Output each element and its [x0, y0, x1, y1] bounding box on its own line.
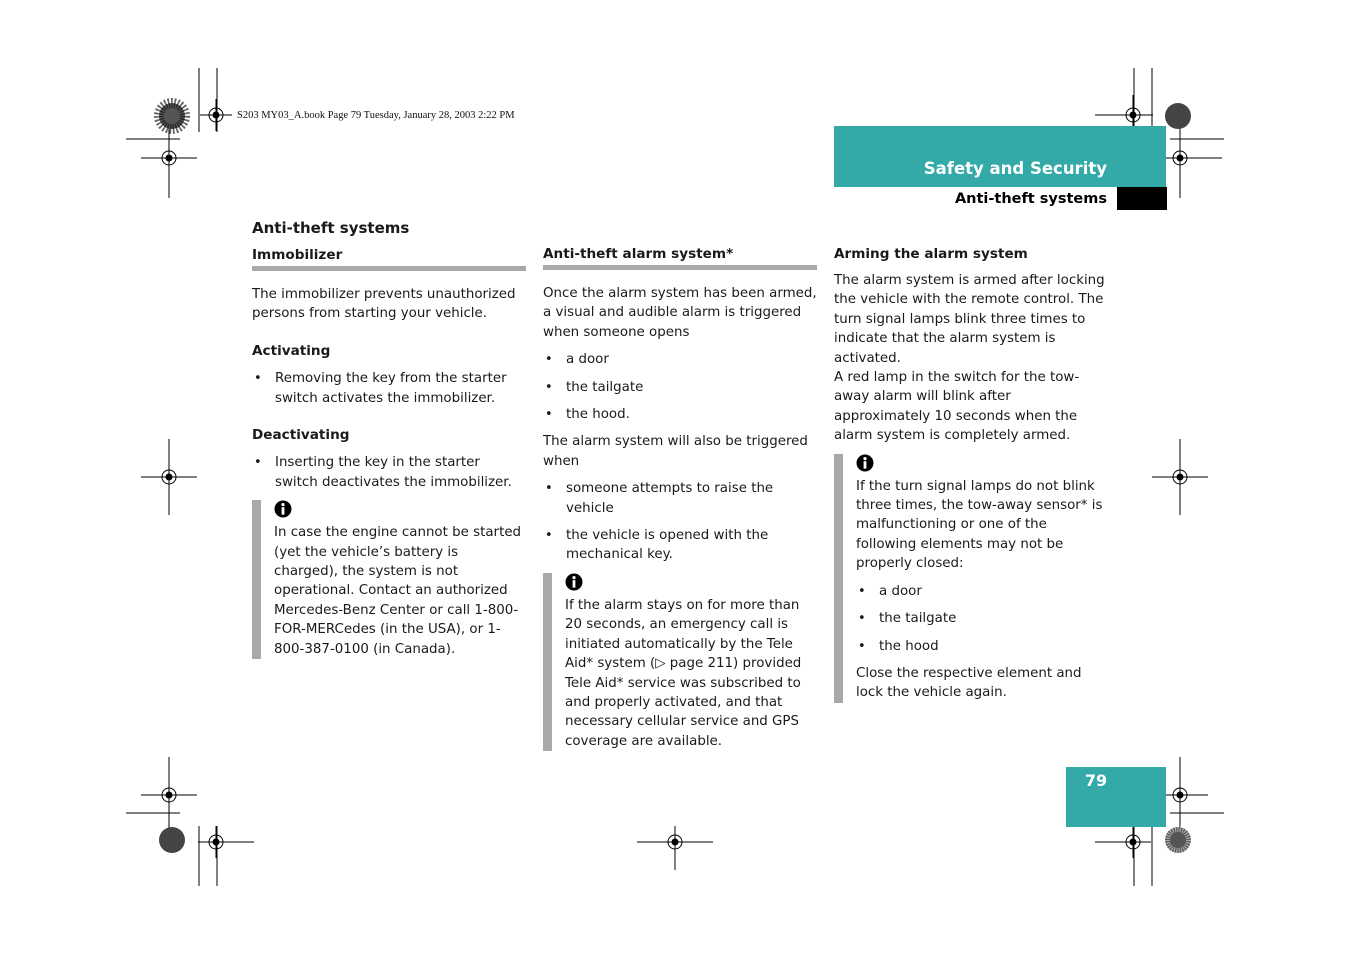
print-file-info: S203 MY03_A.book Page 79 Tuesday, January 28, 2003 2:22 PM [237, 110, 515, 121]
info-note [252, 500, 526, 659]
list-item: • the hood. [543, 405, 817, 424]
list-item: • the tailgate [856, 609, 1108, 628]
note-list [856, 582, 1108, 656]
info-note [834, 454, 1108, 703]
deactivating-list [252, 453, 526, 492]
info-icon [565, 573, 583, 591]
note-text: In case the engine cannot be started (yet the vehicle’s battery is charged), the system is not operational. Contact an authorized Mercedes-Benz Center or call 1-800-FOR-MERCedes (in the USA), or 1-800-387-0100 (in Canada). [274, 525, 522, 657]
column-arming [834, 244, 1108, 703]
alarm-also-text: The alarm system will also be triggered when [543, 434, 808, 469]
arming-body-2: A red lamp in the switch for the tow-away alarm will blink after approximately 10 seconds when the alarm system is completely armed. [834, 370, 1080, 444]
column-immobilizer [252, 218, 526, 659]
immobilizer-title: Immobilizer [252, 247, 343, 263]
alarm-title: Anti-theft alarm system* [543, 246, 734, 262]
activating-title: Activating [252, 342, 331, 359]
alarm-also-list [543, 479, 817, 565]
heading-rule [543, 265, 817, 270]
note-text: If the turn signal lamps do not blink three times, the tow-away sensor* is malfunctioning or one of the following elements may not be properly closed: [856, 478, 1103, 572]
note-bar [834, 454, 843, 703]
column-alarm-system [543, 244, 817, 751]
note-bar [543, 573, 552, 751]
list-item: • Inserting the key in the starter switch deactivates the immobilizer. [252, 453, 526, 492]
list-item: • the tailgate [543, 378, 817, 397]
section-title: Safety and Security [923, 159, 1107, 178]
page-heading: Anti-theft systems [252, 219, 410, 237]
activating-list [252, 369, 526, 408]
list-item: • Removing the key from the starter switch activates the immobilizer. [252, 369, 526, 408]
list-item: • someone attempts to raise the vehicle [543, 479, 817, 518]
note-bar [252, 500, 261, 659]
alarm-trigger-list [543, 350, 817, 424]
info-icon [274, 500, 292, 518]
page-number: 79 [1084, 771, 1108, 790]
deactivating-title: Deactivating [252, 427, 350, 444]
arming-title: Arming the alarm system [834, 246, 1028, 262]
arming-body: The alarm system is armed after locking the vehicle with the remote control. The turn signal lamps blink three times to indicate that the alarm system is activated. [834, 273, 1105, 366]
list-item: • the vehicle is opened with the mechanical key. [543, 526, 817, 565]
immobilizer-intro: The immobilizer prevents unauthorized persons from starting your vehicle. [252, 287, 516, 322]
info-icon [856, 454, 874, 472]
black-tab-marker [1117, 187, 1167, 210]
subsection-title: Anti-theft systems [954, 191, 1107, 207]
note-end-text: Close the respective element and lock the vehicle again. [856, 665, 1082, 701]
note-text: If the alarm stays on for more than 20 seconds, an emergency call is initiated automatically by the Tele Aid* system (▷ page 211) provided Tele Aid* service was subscribed to and properly activated, and that necessary cellular service and GPS coverage are available. [565, 597, 802, 749]
heading-rule [252, 266, 526, 271]
list-item: • a door [543, 350, 817, 369]
alarm-intro: Once the alarm system has been armed, a visual and audible alarm is triggered when someone opens [543, 286, 817, 340]
info-note [543, 573, 817, 751]
list-item: • a door [856, 582, 1108, 601]
list-item: • the hood [856, 637, 1108, 656]
